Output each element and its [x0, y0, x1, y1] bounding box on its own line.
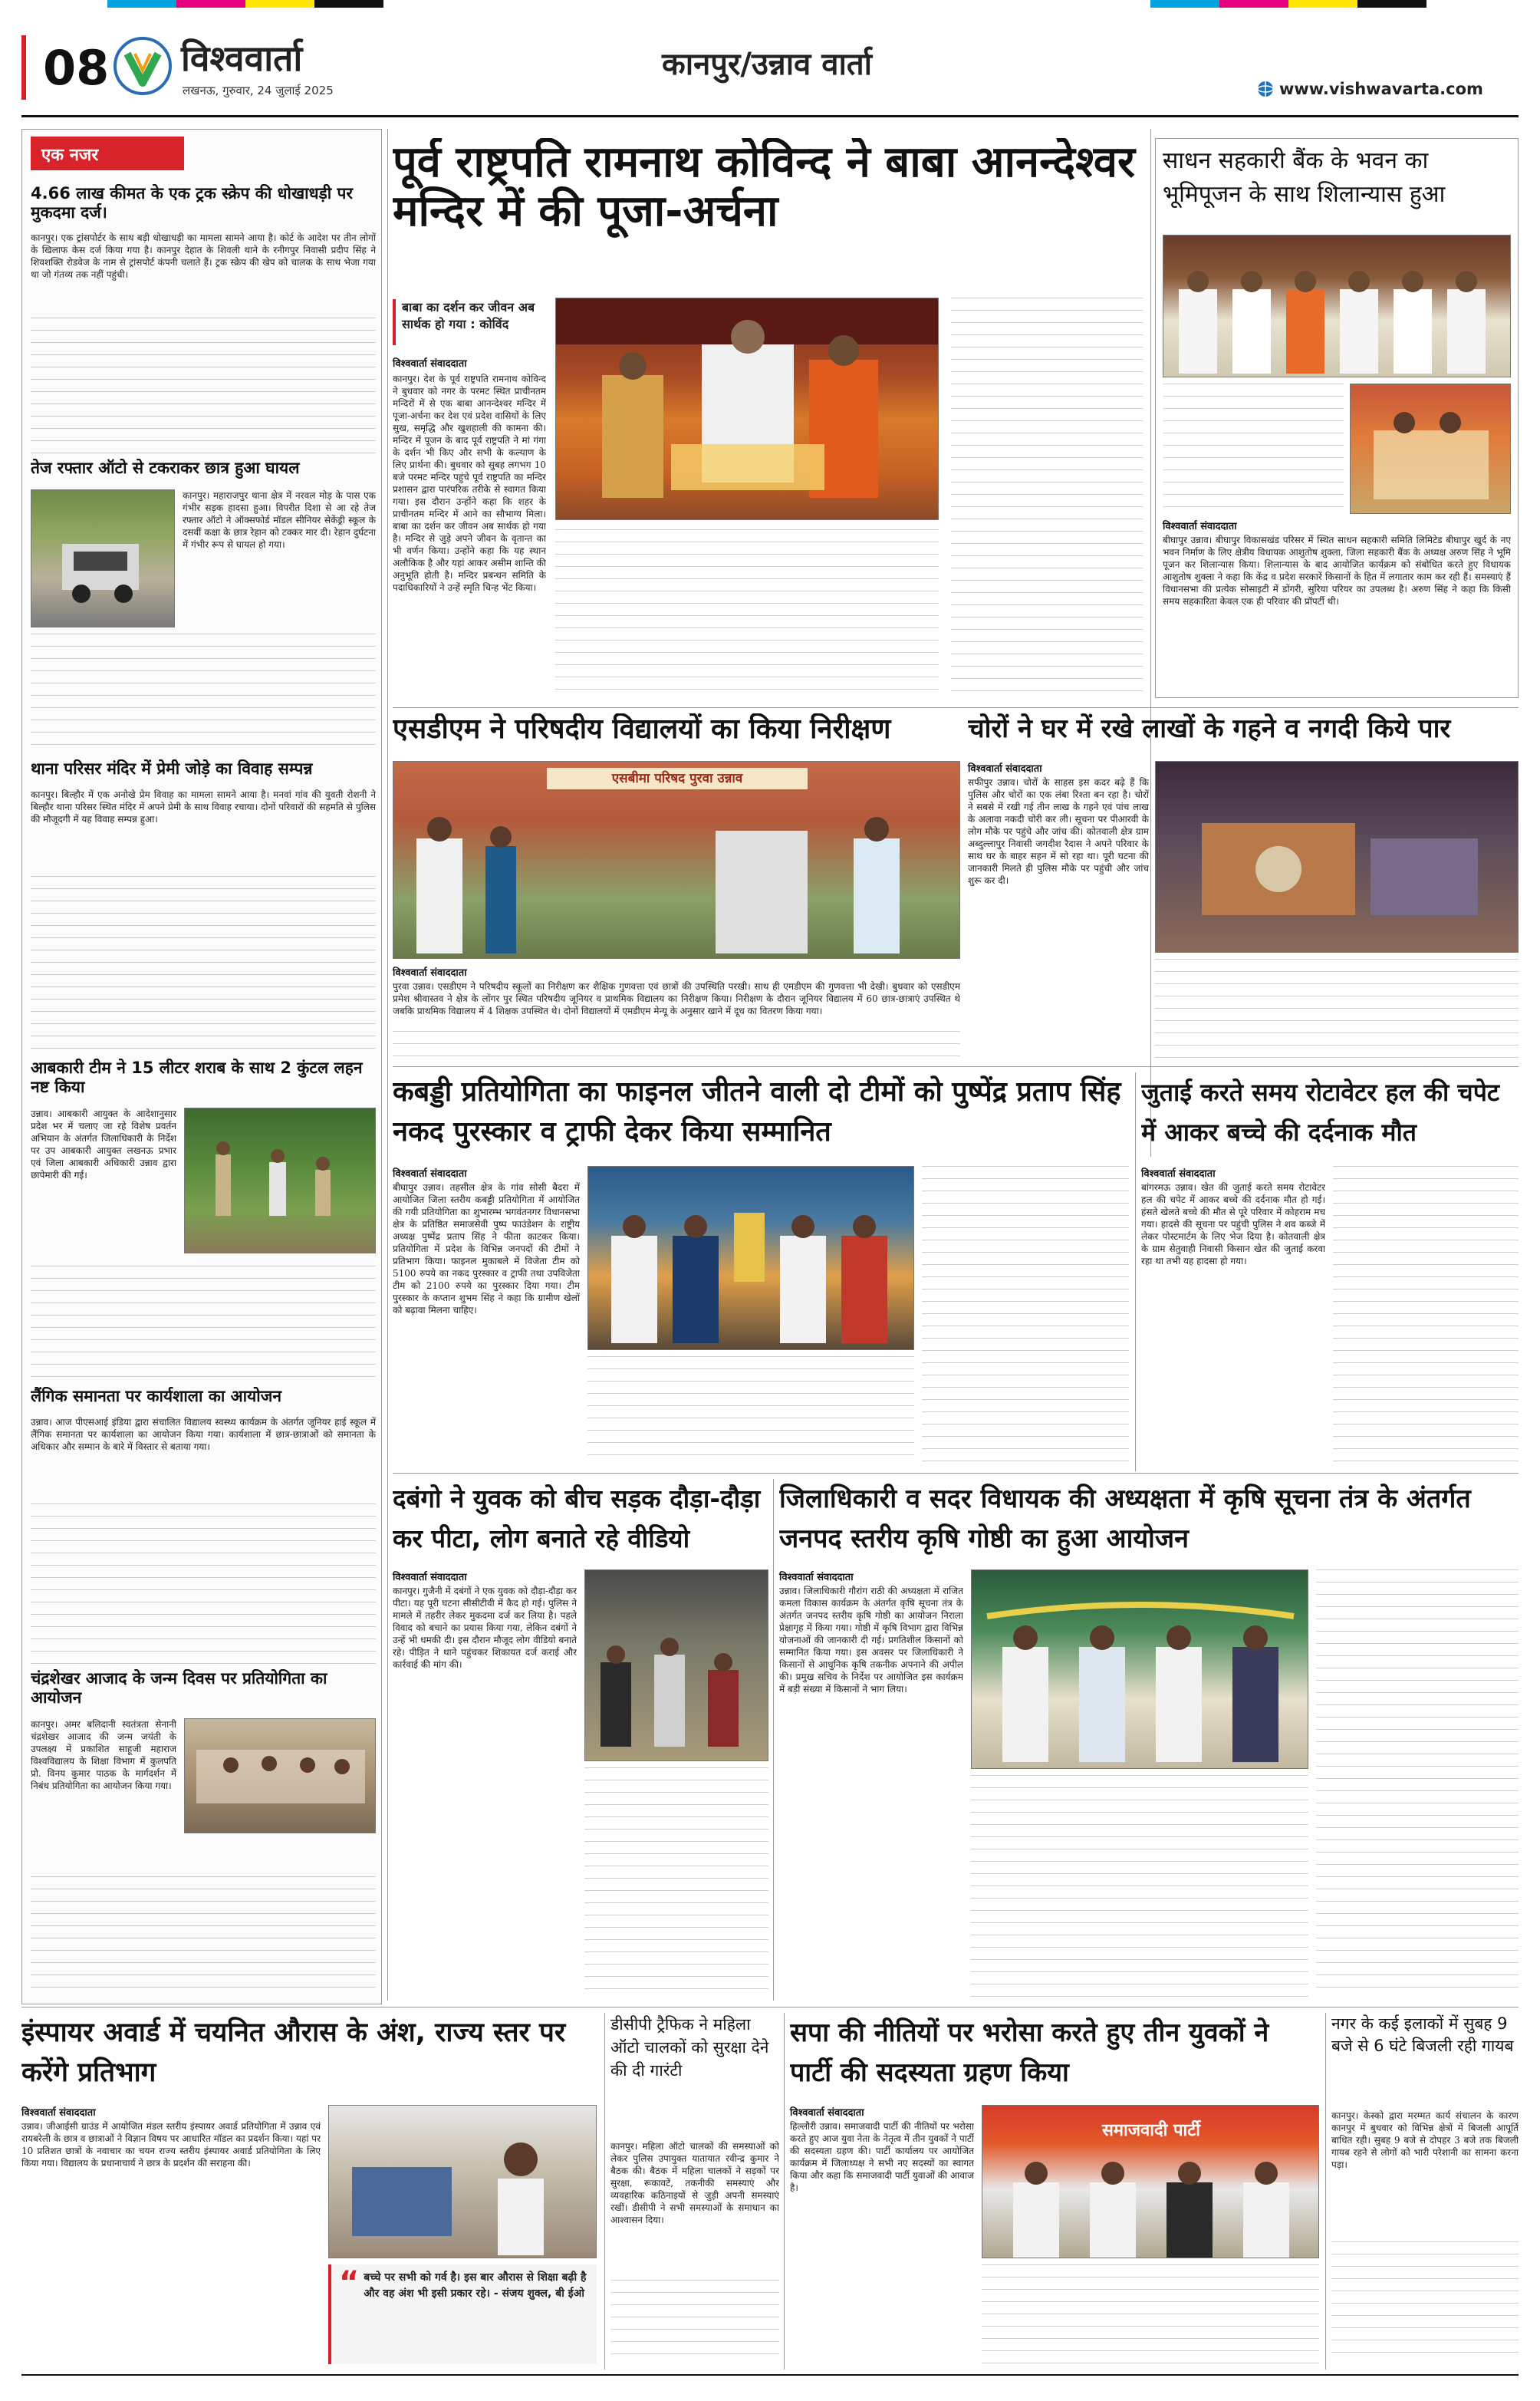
sdm-photo-banner: एसबीमा परिषद पुरवा उन्नाव [547, 768, 808, 789]
lead-subhead: बाबा का दर्शन कर जीवन अब सार्थक हो गया : कोविंद [402, 300, 535, 331]
separator-1 [393, 707, 1519, 708]
sidebar-body-5-continued [31, 1504, 376, 1665]
kabaddi-team-photo [587, 1166, 914, 1350]
kabaddi-body-lines-b [922, 1166, 1129, 1465]
page-number-box [21, 35, 110, 100]
sapa-banner: समाजवादी पार्टी [1102, 2121, 1200, 2140]
inspire-headline: इंस्पायर अवार्ड में चयनित औरास के अंश, राज्य स्तर पर करेंगे प्रतिभाग [21, 2017, 566, 2088]
agri-body-lines-a [971, 1775, 1308, 1998]
dabang-body: कानपुर। गुजैनी में दबंगों ने एक युवक को दौड़ा-दौड़ा कर पीटा। यह पूरी घटना सीसीटीवी में कैद हो गई। पुलिस ने मामले में तहरीर लेकर मुकदमा दर्ज कर लिया है। पहले विवाद को बचाने का प्रयास किया गया, लेकिन दबंगों ने उन्हें भी धमकी दी। इस दौरान मौजूद लोग वीडियो बनाते रहे। पीड़ित ने थाने पहुंचकर शिकायत दर्ज कराई और कार्रवाई की मांग की। [393, 1586, 577, 1670]
color-bar-magenta-2 [1219, 0, 1288, 8]
sidebar-body-1-continued [31, 318, 376, 456]
bottom-rule [21, 2374, 1519, 2376]
sidebar-headline-1: 4.66 लाख कीमत के एक ट्रक स्क्रेप की धोखाधड़ी पर मुकदमा दर्ज। [31, 184, 354, 222]
dateline: लखनऊ, गुरुवार, 24 जुलाई 2025 [183, 84, 334, 97]
sapa-headline: सपा की नीतियों पर भरोसा करते हुए तीन युवकों ने पार्टी की सदस्यता ग्रहण किया [790, 2017, 1269, 2088]
sapa-body-lines [982, 2264, 1319, 2366]
theft-body: सफीपुर उन्नाव। चोरों के साहस इस कदर बढ़े हैं कि पुलिस और चोरों का एक लंबा रिश्ता बन रहा है। चोरों ने सबसे में रखी गई तीन लाख के गहने एवं पांच लाख के अलावा नकदी चोरी कर ली। सूचना पर पीआरवी के लोग मौके पर पहुंचे और जांच की। कोतवाली क्षेत्र ग्राम अब्दुल्लापुर निवासी जगदीश रैदास ने अपने परिवार के साथ घर के बाहर सहन में सो रहा था। पूरी घटना की जानकारी मिलते ही पुलिस मौके पर पहुंची और जांच शुरू कर दी। [968, 777, 1149, 886]
column-rule-4 [773, 1479, 774, 2001]
lead-body-lines-a [555, 529, 939, 698]
dabang-cctv-photo [584, 1569, 768, 1761]
theft-headline: चोरों ने घर में रखे लाखों के गहने व नगदी किये पार [968, 713, 1451, 744]
lead-body-lines-b [951, 298, 1143, 697]
sidebar-body-1: कानपुर। एक ट्रांसपोर्टर के साथ बड़ी धोखाधड़ी का मामला सामने आया है। कोर्ट के आदेश पर तीन लोगों के खिलाफ केस दर्ज किया गया है। कानपुर देहात के शिवली थाने के रनीगपुर निवासी प्रदीप सिंह ने शिवशक्ति रोडवेज के नाम से ट्रांसपोर्ट कंपनी चलाते हैं। ट्रक स्क्रेप की खेप को चालक के साथ भेजा गया था जो गंतव्य तक नहीं पहुंची। [31, 232, 376, 280]
column-rule-7 [1325, 2013, 1326, 2370]
agri-body: उन्नाव। जिलाधिकारी गौरांग राठी की अध्यक्षता में राजित कमला विकास कार्यक्रम के अंतर्गत कृषि सूचना तंत्र के अंतर्गत जनपद स्तरीय कृषि गोष्ठी का आयोजन निराला प्रेक्षागृह में किया गया। गोष्ठी में कृषि विभाग द्वारा विभिन्न योजनाओं की जानकारी दी गई। प्रगतिशील किसानों को सम्मानित किया गया। इस अवसर पर जिलाधिकारी ने किसानों से आधुनिक कृषि तकनीक अपनाने की अपील की। प्रमुख सचिव के निर्देश पर आयोजित इस कार्यक्रम में बड़ी संख्या में किसानों ने भाग लिया। [779, 1586, 963, 1695]
column-rule-1 [387, 129, 388, 2001]
power-body-lines [1331, 2241, 1519, 2364]
kovind-temple-photo [555, 298, 939, 520]
column-rule-2 [1150, 129, 1151, 1157]
sidebar-body-3-continued [31, 876, 376, 1052]
sdm-body-lines [393, 1031, 960, 1059]
power-body: कानपुर। केस्को द्वारा मरम्मत कार्य संचालन के कारण कानपुर में बुधवार को विभिन्न क्षेत्रों में बिजली आपूर्ति बाधित रही। सुबह 9 बजे से दोपहर 3 बजे तक बिजली गायब रहने से लोगों को भारी परेशानी का सामना करना पड़ा। [1331, 2110, 1519, 2170]
sidebar-label-text: एक नजर [41, 146, 99, 165]
azad-event-photo [184, 1718, 376, 1833]
dabang-dateline: विश्ववार्ता संवाददाता [393, 1572, 467, 1583]
theft-body-lines [1155, 959, 1519, 1059]
rotavator-body: बांगरमऊ उन्नाव। खेत की जुताई करते समय रोटावेटर हल की चपेट में आकर बच्चे की दर्दनाक मौत हो गई। हंसते खेलते बच्चे की मौत से पूरे परिवार में कोहराम मच गया। हादसे की सूचना पर पहुंची पुलिस ने शव कब्जे में लेकर पोस्टमार्टम के लिए भेज दिया है। कोतवाली क्षेत्र के ग्राम सेतुवाही निवासी किसान खेत की जुताई करवा रहा था तभी यह हादसा हो गया। [1141, 1182, 1325, 1266]
masthead [21, 29, 1519, 114]
color-bar-black [314, 0, 383, 8]
theft-dateline: विश्ववार्ता संवाददाता [968, 763, 1042, 775]
separator-2 [393, 1066, 1519, 1067]
theft-photo [1155, 761, 1519, 953]
agri-headline: जिलाधिकारी व सदर विधायक की अध्यक्षता में कृषि सूचना तंत्र के अंतर्गत जनपद स्तरीय कृषि गोष्ठी का हुआ आयोजन [779, 1484, 1471, 1554]
inspire-quote-box [328, 2264, 597, 2364]
sidebar-label [31, 137, 184, 170]
rotavator-body-lines [1333, 1166, 1519, 1465]
rotavator-dateline: विश्ववार्ता संवाददाता [1141, 1168, 1216, 1180]
color-bar-cyan-2 [1150, 0, 1219, 8]
page-number: 08 [43, 40, 110, 96]
kabaddi-dateline: विश्ववार्ता संवाददाता [393, 1168, 467, 1180]
agri-body-lines-b [1316, 1569, 1519, 1999]
lead-subhead-box [393, 299, 546, 345]
sdm-headline: एसडीएम ने परिषदीय विद्यालयों का किया निरीक्षण [393, 713, 891, 745]
sidebar-headline-5: लैंगिक समानता पर कार्यशाला का आयोजन [31, 1387, 281, 1405]
auto-headline: डीसीपी ट्रैफिक ने महिला ऑटो चालकों को सुरक्षा देने की दी गारंटी [610, 2015, 769, 2080]
globe-icon [1256, 80, 1275, 98]
website-link[interactable]: www.vishwavarta.com [1279, 80, 1483, 98]
dabang-body-lines [584, 1767, 768, 1998]
sdm-body: पुरवा उन्नाव। एसडीएम ने परिषदीय स्कूलों का निरीक्षण कर शैक्षिक गुणवत्ता एवं छात्रों की उपस्थिति परखी। साथ ही एमडीएम की गुणवत्ता भी देखी। बुधवार को एसडीएम प्रमेश श्रीवास्तव ने क्षेत्र के लोंगर पुर स्थित परिषदीय जूनियर व प्राथमिक विद्यालय का निरीक्षण किया। निरीक्षण के दौरान जूनियर विद्यालय में 60 छात्र-छात्राएं उपस्थित थे जबकि प्राथमिक विद्यालय में 4 शिक्षक उपस्थित थे। दोनों विद्यालयों में एमडीएम मेन्यू के अनुसार खाने में दूध का वितरण किया गया। [393, 981, 960, 1016]
sidebar-body-4: उन्नाव। आबकारी आयुक्त के आदेशानुसार प्रदेश भर में चलाए जा रहे विशेष प्रवर्तन अभियान के अंतर्गत जिलाधिकारी के निर्देश पर उप आबकारी आयुक्त लखनऊ प्रभार एवं जिला आबकारी अधिकारी उन्नाव द्वारा छापेमारी की गई। [31, 1108, 176, 1181]
masthead-rule [21, 115, 1519, 117]
quote-mark-icon: “ [339, 2265, 360, 2301]
sidebar-headline-4: आबकारी टीम ने 15 लीटर शराब के साथ 2 कुंटल लहन नष्ट किया [31, 1059, 363, 1096]
prayer-ceremony-photo [1350, 384, 1511, 514]
color-bar-yellow-2 [1288, 0, 1357, 8]
right-top-headline: साधन सहकारी बैंक के भवन का भूमिपूजन के साथ शिलान्यास हुआ [1163, 147, 1446, 208]
sapa-office-photo [982, 2105, 1319, 2258]
color-bar-black-2 [1357, 0, 1426, 8]
color-bar-yellow [245, 0, 314, 8]
sidebar-body-5: उन्नाव। आज पीएसआई इंडिया द्वारा संचालित विद्यालय स्वस्थ्य कार्यक्रम के अंतर्गत जूनियर हाई स्कूल में लैंगिक समानता पर कार्यशाला का आयोजन किया गया। कार्यशाला में छात्र-छात्राओं को समानता के अधिकार और सम्मान के बारे में विस्तार से बताया गया। [31, 1417, 376, 1452]
section-title: कानपुर/उन्नाव वार्ता [662, 47, 872, 82]
sidebar-body-6-continued [31, 1876, 376, 1999]
lead-headline: पूर्व राष्ट्रपति रामनाथ कोविन्द ने बाबा आनन्देश्वर मन्दिर में की पूजा-अर्चना [393, 138, 1135, 236]
color-bar-magenta [176, 0, 245, 8]
lead-body: कानपुर। देश के पूर्व राष्ट्रपति रामनाथ कोविन्द ने बुधवार को नगर के परमट स्थित प्राचीनतम मन्दिरों में से एक बाबा आनन्देश्वर मन्दिर में पूजा-अर्चना कर देश एवं प्रदेश वासियों के लिए सुख, समृद्धि और खुशहाली की कामना की। मन्दिर में पूजन के बाद पूर्व राष्ट्रपति ने मां गंगा के दर्शन भी किए और सभी के कल्याण के लिए प्रार्थना की। बुधवार को सुबह लगभग 10 बजे परमट मन्दिर पहुंचे पूर्व राष्ट्रपति का मन्दिर प्रशासन द्वारा पारंपरिक तरीके से स्वागत किया गया। इस दौरान उन्होंने कहा कि शहर के प्राचीनतम मन्दिर में आने का सौभाग्य मिला। बाबा का दर्शन कर जीवन अब सार्थक हो गया है। मन्दिर से जुड़े अपने जीवन के वृतान्त का भी वर्णन किया। उन्होंने कहा कि यह स्थान अलौकिक है और यहां आकर असीम शान्ति की अनुभूति होती है। मन्दिर प्रबन्धन समिति के पदाधिकारियों ने उन्हें स्मृति चिन्ह भेंट किया। [393, 374, 546, 593]
inspire-body: उन्नाव। जीआईसी ग्राउंड में आयोजित मंडल स्तरीय इंस्पायर अवार्ड प्रतियोगिता में उन्नाव एवं रायबरेली के छात्र व छात्राओं ने विज्ञान विषय पर आधारित मॉडल का प्रदर्शन किया। यहां पर 10 प्रतिशत छात्रों के नवाचार का चयन राज्य स्तरीय इंस्पायर अवार्ड प्रतियोगिता के लिए किया गया। विद्यालय के प्रधानाचार्य ने छात्र के प्रदर्शन की सराहना की। [21, 2121, 321, 2169]
lead-dateline: विश्ववार्ता संवाददाता [393, 358, 467, 370]
sidebar-headline-3: थाना परिसर मंदिर में प्रेमी जोड़े का विवाह सम्पन्न [31, 759, 313, 778]
power-headline: नगर के कई इलाकों में सुबह 9 बजे से 6 घंटे बिजली रही गायब [1331, 2014, 1514, 2055]
sidebar-body-2: कानपुर। महाराजपुर थाना क्षेत्र में नरवल मोड़ के पास एक गंभीर सड़क हादसा हुआ। विपरीत दिशा से आ रहे तेज रफ्तार ऑटो ने ऑक्सफोर्ड मॉडल सीनियर सेकेंड्री स्कूल के दसवीं कक्षा के छात्र रेहान को टक्कर मार दी। रेहान दुर्घटना में गंभीर रूप से घायल हो गया। [183, 490, 376, 550]
sidebar-headline-6: चंद्रशेखर आजाद के जन्म दिवस पर प्रतियोगिता का आयोजन [31, 1669, 327, 1707]
inspire-student-photo [328, 2105, 597, 2258]
auto-body: कानपुर। महिला ऑटो चालकों की समस्याओं को लेकर पुलिस उपायुक्त यातायात रवीन्द्र कुमार ने बैठक की। बैठक में महिला चालकों ने सड़कों पर सुरक्षा, रूकावटें, तकनीकी समस्याएं और व्यवहारिक कठिनाइयों से जुड़ी अपनी समस्याएं रखीं। डीसीपी ने सभी समस्याओं के समाधान का आश्वासन दिया। [610, 2141, 779, 2225]
rotavator-headline: जुताई करते समय रोटावेटर हल की चपेट में आकर बच्चे की दर्दनाक मौत [1141, 1078, 1500, 1147]
separator-3 [393, 1473, 1519, 1474]
sidebar-body-6: कानपुर। अमर बलिदानी स्वतंत्रता सेनानी चंद्रशेखर आजाद की जन्म जयंती के उपलक्ष्य में प्रकाशित साहूजी महाराज विश्वविद्यालय के शिक्षा विभाग में कुलपति प्रो. विनय कुमार पाठक के मार्गदर्शन में निबंध प्रतियोगिता का आयोजन किया गया। [31, 1719, 176, 1791]
excise-raid-photo [184, 1108, 376, 1253]
bank-foundation-photo [1163, 235, 1511, 377]
agri-seminar-photo [971, 1569, 1308, 1769]
sapa-dateline: विश्ववार्ता संवाददाता [790, 2107, 864, 2119]
column-rule-6 [784, 2013, 785, 2370]
right-top-dateline: विश्ववार्ता संवाददाता [1163, 521, 1237, 532]
kabaddi-body-lines-a [587, 1356, 914, 1465]
agri-dateline: विश्ववार्ता संवाददाता [779, 1572, 854, 1583]
paper-name: विश्ववार्ता [181, 38, 303, 79]
sidebar-headline-2: तेज रफ्तार ऑटो से टकराकर छात्र हुआ घायल [31, 459, 300, 477]
right-top-body: बीघापुर उन्नाव। बीघापुर विकासखंड परिसर में स्थित साधन सहकारी समिति लिमिटेड बीघापुर खुर्द के नए भवन निर्माण के लिए क्षेत्रीय विधायक आशुतोष शुक्ला, जिला सहकारी बैंक के अध्यक्ष अरुण सिंह ने भूमि पूजन कर शिलान्यास किया। शिलान्यास के बाद आयोजित कार्यक्रम को संबोधित करते हुए विधायक आशुतोष शुक्ला ने कहा कि केंद्र व प्रदेश सरकारें किसानों के हित में लगातार काम कर रही हैं। समस्याएं हैं विधानसभा की प्रत्येक सोसाइटी में डोंगरी, सुरिया परियर का उपलब्ध है। अरुण सिंह ने कहा कि किसी समय सहकारिता केवल एक ही परिवार की प्रॉपर्टी थी। [1163, 535, 1511, 607]
paper-logo-icon [112, 35, 173, 97]
sidebar-body-2-continued [31, 634, 376, 756]
color-bar-cyan [107, 0, 176, 8]
inspire-dateline: विश्ववार्ता संवाददाता [21, 2107, 96, 2119]
inspire-quote: बच्चे पर सभी को गर्व है। इस बार औरास से शिक्षा बढ़ी है और वह अंश भी इसी प्रकार रहे। - संजय शुक्ल, बी ईओ [364, 2271, 587, 2300]
dabang-headline: दबंगो ने युवक को बीच सड़क दौड़ा-दौड़ा कर पीटा, लोग बनाते रहे वीडियो [393, 1484, 761, 1553]
sapa-body: हिल्लौरी उन्नाव। समाजवादी पार्टी की नीतियों पर भरोसा करते हुए आज युवा नेता के नेतृत्व में तीन युवकों ने पार्टी की सदस्यता ग्रहण की। पार्टी कार्यालय पर आयोजित कार्यक्रम में जिलाध्यक्ष ने सभी नए सदस्यों का स्वागत किया और कहा कि समाजवादी पार्टी युवाओं की आवाज है। [790, 2121, 974, 2193]
kabaddi-body: बीघापुर उन्नाव। तहसील क्षेत्र के गांव सोसी बैदरा में आयोजित जिला स्तरीय कबड्डी प्रतियोगिता में आयोजित की गयी प्रतियोगिता का शुभारम्भ भगवंतनगर विधानसभा क्षेत्र के प्रतिष्ठित समाजसेवी पुष्प फाउंडेशन के राष्ट्रीय अध्यक्ष पुष्पेंद्र प्रताप सिंह ने फीता काटकर किया। प्रतियोगिता में प्रदेश के विभिन्न जनपदों की टीमों ने प्रतिभाग किया। फाइनल मुकाबले में विजेता टीम को 5100 रुपये का नकद पुरस्कार व ट्राफी तथा उपविजेता टीम को 2100 रुपये का पुरस्कार दिया गया। टीम पुरस्कार के कप्तान शुभम सिंह ने कहा कि ग्रामीण खेलों को बढ़ावा मिलना चाहिए। [393, 1182, 580, 1316]
kabaddi-headline: कबड्डी प्रतियोगिता का फाइनल जीतने वाली दो टीमों को पुष्पेंद्र प्रताप सिंह नकद पुरस्कार व ट्राफी देकर किया सम्मानित [393, 1076, 1121, 1148]
accident-photo [31, 489, 175, 627]
auto-body-lines [610, 2280, 779, 2364]
column-rule-5 [604, 2013, 605, 2370]
sidebar-body-3: कानपुर। बिल्हौर में एक अनोखे प्रेम विवाह का मामला सामने आया है। मनवां गांव की युवती रोशनी ने बिल्हौर थाना परिसर स्थित मंदिर में अपने प्रेमी के साथ विवाह रचाया। दोनों परिवारों की सहमति से पुलिस की मौजूदगी में यह विवाह सम्पन्न हुआ। [31, 789, 376, 825]
sdm-school-photo [393, 761, 960, 959]
column-rule-3 [1135, 1072, 1136, 1471]
sdm-dateline: विश्ववार्ता संवाददाता [393, 967, 467, 979]
sidebar-body-4-continued [31, 1266, 376, 1381]
right-top-body-lines [1163, 384, 1344, 514]
